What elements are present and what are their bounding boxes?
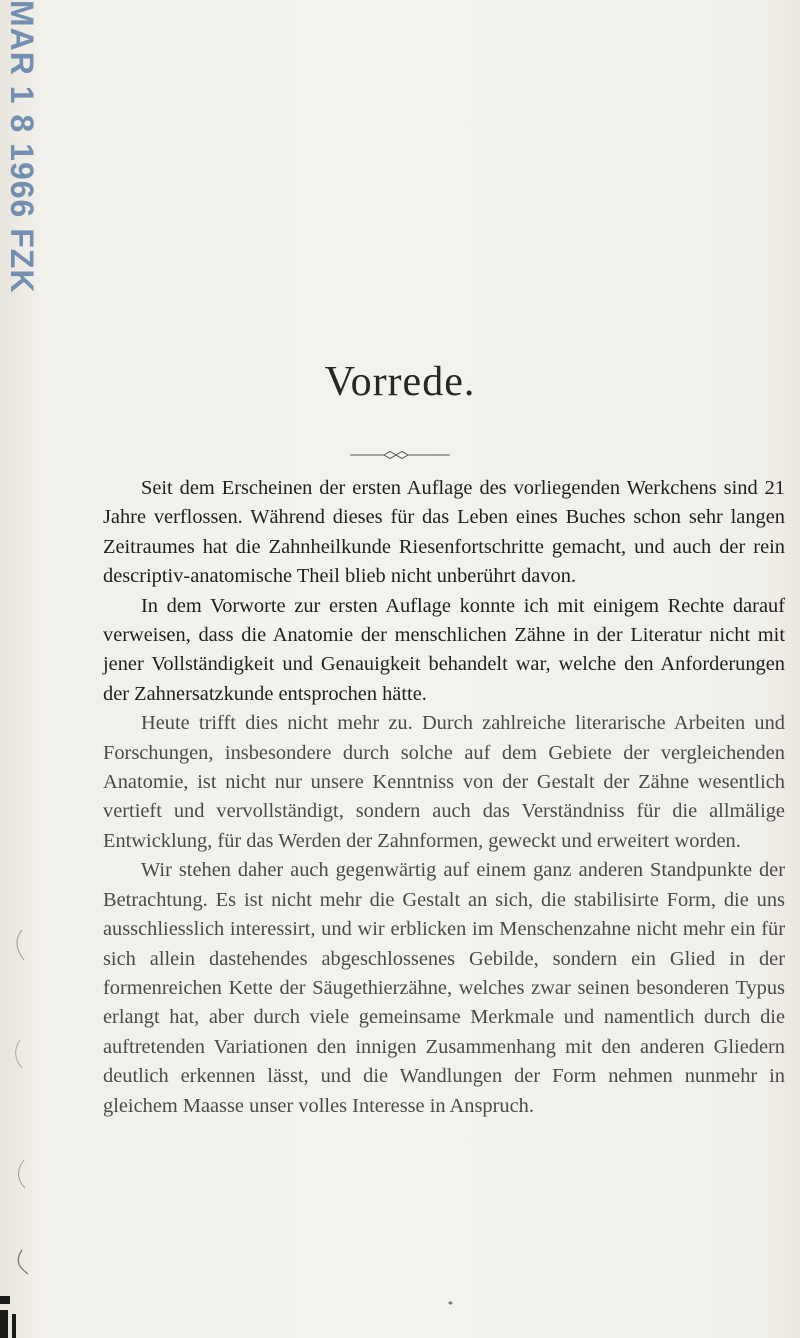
ornament-divider xyxy=(350,448,450,462)
date-stamp xyxy=(2,0,42,294)
footer-mark: * xyxy=(448,1300,453,1311)
preface-body xyxy=(103,474,785,1121)
paragraph: Seit dem Erscheinen der ersten Auflage des vorliegenden Werkchens sind 21 Jahre verflossen. Während dieses für das Leben eines Buches schon sehr langen Zeitraumes hat die Zahnheilkunde Riesenfortschritte gemacht, und auch der rein descriptiv-anatomische Theil blieb nicht unberührt davon. xyxy=(103,477,785,588)
paragraph: Wir stehen daher auch gegenwärtig auf einem ganz anderen Standpunkte der Betrachtung. Es ist nicht mehr die Gestalt an sich, die stabilisirte Form, die uns ausschliesslich interessirt, und wir erblicken im Menschenzahne nicht mehr ein für sich allein dastehendes abgeschlossenes Gebilde, sondern ein Glied in der formenreichen Kette der Säugethierzähne, welches zwar seinen besonderen Typus erlangt hat, aber durch viele gemeinsame Merkmale und namentlich durch die auftretenden Variationen den innigen Zusammenhang mit den anderen Gliedern deutlich erkennen lässt, und die Wandlungen der Form nehmen nunmehr in gleichem Maasse unser volles Interesse in Anspruch. xyxy=(103,859,785,1117)
date-stamp-text: MAR 1 8 1966 FZK xyxy=(4,0,40,294)
page-title: Vorrede. xyxy=(324,359,476,405)
paragraph: Heute trifft dies nicht mehr zu. Durch zahlreiche literarische Arbeiten und Forschungen, insbesondere durch solche auf dem Gebiete der vergleichenden Anatomie, ist nicht nur unsere Kenntniss von der Gestalt der Zähne wesentlich vertieft und vervollständigt, sondern auch das Verständniss für die allmälige Entwicklung, für das Werden der Zahnformen, geweckt und erweitert worden. xyxy=(103,712,785,852)
paragraph: In dem Vorworte zur ersten Auflage konnte ich mit einigem Rechte darauf verweisen, dass die Anatomie der menschlichen Zähne in der Literatur nicht mit jener Vollständigkeit und Genauigkeit behandelt war, welche den Anforderungen der Zahnersatzkunde entsprochen hätte. xyxy=(103,594,785,705)
margin-bleed-marks xyxy=(0,930,30,1338)
